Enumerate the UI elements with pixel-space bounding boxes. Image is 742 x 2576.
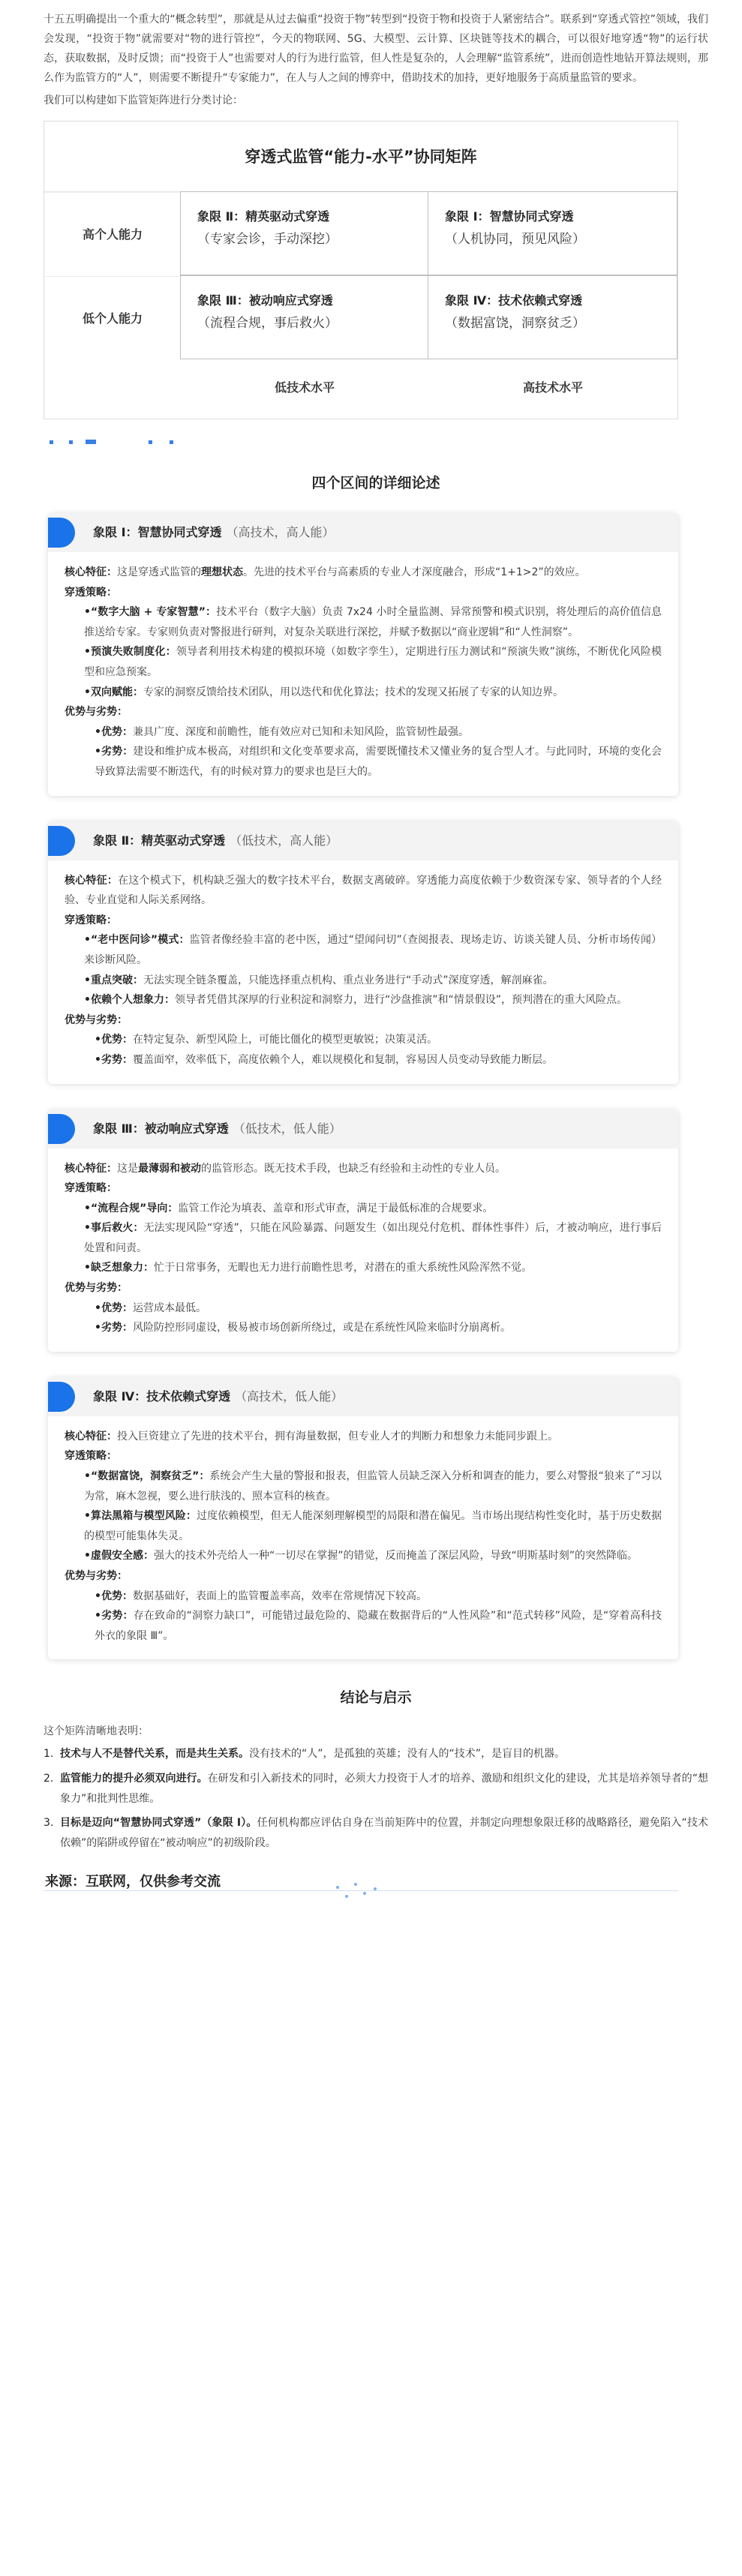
quadrant-1-tag: （人机协同，预见风险） xyxy=(445,231,585,247)
conclusion-item-content xyxy=(60,1813,708,1853)
conclusion-intro: 这个矩阵清晰地表明： xyxy=(44,1725,149,1737)
strategy-item-text: 无法实现风险“穿透”，只能在风险暴露、问题发生（如出现兑付危机、群体性事件）后，才被动响应，进行事后处置和问责。 xyxy=(84,1222,662,1254)
advantage-item xyxy=(65,1030,662,1050)
disadvantage-item xyxy=(65,1606,662,1646)
core-emphasis: 理想状态 xyxy=(201,566,243,579)
core-text: 这是 xyxy=(117,1162,138,1175)
advantage-item xyxy=(65,1587,662,1607)
quadrant-4-name: 象限 Ⅳ：技术依赖式穿透 xyxy=(445,293,583,308)
card-body xyxy=(48,1148,678,1352)
advantage-label: •优势： xyxy=(95,725,133,738)
strategy-item-text: 忙于日常事务，无暇也无力进行前瞻性思考，对潜在的重大系统性风险浑然不觉。 xyxy=(153,1262,532,1274)
strategy-item xyxy=(65,1506,662,1546)
strategy-item-label: •依赖个人想象力： xyxy=(84,994,175,1007)
strategy-item-text: 领导者凭借其深厚的行业积淀和洞察力，进行“沙盘推演”和“情景假设”，预判潜在的重大风险点。 xyxy=(174,994,627,1007)
strategy-item xyxy=(65,602,662,642)
advantage-text: 数据基础好，表面上的监管覆盖率高，效率在常规情况下较高。 xyxy=(132,1590,427,1602)
disadvantage-text: 建设和维护成本极高，对组织和文化变革要求高，需要既懂技术又懂业务的复合型人才。与此同时，环境的变化会导致算法需要不断迭代，有的时候对算力的要求也是巨大的。 xyxy=(95,746,662,778)
strategy-item-text: 监管工作沦为填表、盖章和形式审查，满足于最低标准的合规要求。 xyxy=(178,1202,494,1214)
conclusion-item-bold: 技术与人不是替代关系，而是共生关系。 xyxy=(60,1748,249,1761)
strategy-heading: 穿透策略： xyxy=(65,586,117,599)
core-text-end: 的监管形态。既无技术手段，也缺乏有经验和主动性的专业人员。 xyxy=(201,1162,506,1175)
strategy-item-text: 技术平台（数字大脑）负责 7x24 小时全量监测、异常预警和模式识别，将处理后的高价值信息推送给专家。专家则负责对警报进行研判，对复杂关联进行深挖，并赋予数据以“商业逻辑”和“人性洞察”。 xyxy=(84,606,662,638)
card-header xyxy=(48,1377,678,1416)
quadrant-3-cell xyxy=(180,275,428,359)
intro-paragraph: 十五五明确提出一个重大的“概念转型”，那就是从过去偏重“投资于物”转型到“投资于物和投资于人紧密结合”。联系到“穿透式管控”领域，我们会发现，“投资于物”就需要对“物的进行管控”，今天的物联网、5G、大模型、云计算、区块链等技术的耦合，可以很好地穿透“物”的运行状态，获取数据，及时反馈；而“投资于人”也需要对人的行为进行监管，但人性是复杂的，人会理解“监管系统”，进而创造性地钻开算法规则，那么作为监管方的“人”，则需要不断提升“专家能力”，在人与人之间的博弈中，借助技术的加持，更好地服务于高质量监管的要求。 xyxy=(44,14,708,84)
advantage-text: 在特定复杂、新型风险上，可能比僵化的模型更敏锐；决策灵活。 xyxy=(132,1034,437,1046)
core-feature xyxy=(65,1159,662,1179)
strategy-item-label: •双向赋能： xyxy=(84,686,143,698)
disadvantage-label: •劣势： xyxy=(95,1053,133,1066)
strategy-item xyxy=(65,683,662,703)
core-label: 核心特征： xyxy=(65,874,119,887)
strategy-item xyxy=(65,1546,662,1566)
advantage-text: 兼具广度、深度和前瞻性，能有效应对已知和未知风险，监管韧性最强。 xyxy=(132,725,469,738)
advantage-label: •优势： xyxy=(95,1590,133,1602)
conclusion-item-number: 2. xyxy=(44,1773,54,1785)
divider-bar xyxy=(86,440,96,444)
strategy-item-label: •缺乏想象力： xyxy=(84,1262,154,1274)
card-title: 象限 Ⅳ：技术依赖式穿透 xyxy=(93,1389,231,1404)
strategy-item-label: •“老中医问诊”模式： xyxy=(84,934,190,947)
core-text: 在这个模式下，机构缺乏强大的数字技术平台，数据支离破碎。穿透能力高度依赖于少数资深专家、领导者的个人经验、专业直觉和人际关系网络。 xyxy=(65,874,662,907)
conclusion-item xyxy=(44,1813,708,1853)
quadrant-2-name: 象限 Ⅱ：精英驱动式穿透 xyxy=(197,209,330,224)
strategy-item xyxy=(65,1199,662,1219)
divider-dot xyxy=(170,440,173,444)
pros-cons-heading: 优势与劣势： xyxy=(65,1013,128,1026)
strategy-item-text: 领导者利用技术构建的模拟环境（如数字孪生），定期进行压力测试和“预演失败”演练，不断优化风险模型和应急预案。 xyxy=(84,646,662,678)
sparkle-dot xyxy=(354,1883,357,1886)
strategy-item xyxy=(65,1218,662,1258)
card-accent-tab xyxy=(48,826,75,856)
strategy-item-label: •“数字大脑 + 专家智慧”： xyxy=(84,606,217,619)
core-text: 这是穿透式监管的 xyxy=(117,566,201,579)
intro-lead: 我们可以构建如下监管矩阵进行分类讨论： xyxy=(44,94,243,107)
disadvantage-text: 存在致命的“洞察力缺口”，可能错过最危险的、隐藏在数据背后的“人性风险”和“范式转移”风险，是“穿着高科技外衣的象限 Ⅲ”。 xyxy=(95,1610,662,1642)
strategy-item-label: •“数据富饶，洞察贫乏”： xyxy=(84,1470,210,1483)
card-header xyxy=(48,821,678,860)
conclusion-item-bold: 监管能力的提升必须双向进行。 xyxy=(60,1773,208,1785)
row-label-low: 低个人能力 xyxy=(44,276,181,360)
advantage-item xyxy=(65,722,662,743)
card-accent-tab xyxy=(48,1382,75,1412)
divider-dot xyxy=(50,440,53,444)
strategy-item-text: 专家的洞察反馈给技术团队，用以迭代和优化算法；技术的发现又拓展了专家的认知边界。 xyxy=(143,686,563,698)
strategy-item-label: •算法黑箱与模型风险： xyxy=(84,1510,197,1523)
strategy-item-text: 系统会产生大量的警报和报表，但监管人员缺乏深入分析和调查的能力，要么对警报“狼来了”习以为常，麻木忽视，要么进行肤浅的、照本宣科的核查。 xyxy=(84,1470,662,1503)
matrix-corner xyxy=(44,360,181,419)
core-feature xyxy=(65,563,662,583)
strategy-item xyxy=(65,1258,662,1278)
core-label: 核心特征： xyxy=(65,566,117,579)
card-body xyxy=(48,860,678,1084)
pros-cons-heading: 优势与劣势： xyxy=(65,706,128,719)
card-accent-tab xyxy=(48,1114,75,1144)
quadrant-4-cell xyxy=(428,275,677,359)
intro xyxy=(44,11,708,110)
footer-divider xyxy=(44,1890,678,1891)
strategy-item-label: •事后救火： xyxy=(84,1222,144,1235)
col-label-low: 低技术水平 xyxy=(274,380,335,395)
conclusion-item-bold: 目标是迈向“智慧协同式穿透”（象限 Ⅰ）。 xyxy=(60,1817,257,1830)
quadrant-cards xyxy=(44,513,708,1659)
strategy-item-text: 过度依赖模型，但无人能深刻理解模型的局限和潜在偏见。当市场出现结构性变化时，基于历史数据的模型可能集体失灵。 xyxy=(84,1510,662,1542)
card-title: 象限 Ⅲ：被动响应式穿透 xyxy=(93,1121,229,1136)
strategy-heading: 穿透策略： xyxy=(65,914,117,926)
conclusion-item-number: 1. xyxy=(44,1748,54,1761)
card-title: 象限 Ⅰ：智慧协同式穿透 xyxy=(93,525,222,540)
strategy-item xyxy=(65,930,662,970)
core-label: 核心特征： xyxy=(65,1430,117,1443)
card-header xyxy=(48,513,678,552)
card-header xyxy=(48,1109,678,1148)
advantage-label: •优势： xyxy=(95,1034,133,1046)
footer xyxy=(44,1865,708,1907)
strategy-item-text: 监管者像经验丰富的老中医，通过“望闻问切”（查阅报表、现场走访、访谈关键人员、分析市场传闻）来诊断风险。 xyxy=(84,934,662,966)
pros-cons-heading: 优势与劣势： xyxy=(65,1570,128,1582)
quadrant-3-tag: （流程合规，事后救火） xyxy=(197,315,338,331)
row-label-high: 高个人能力 xyxy=(44,192,181,276)
divider-dot xyxy=(69,440,73,444)
conclusion-item-content xyxy=(60,1769,708,1809)
disadvantage-item xyxy=(65,1050,662,1070)
conclusion xyxy=(44,1685,708,1853)
advantage-item xyxy=(65,1299,662,1319)
conclusion-item-number: 3. xyxy=(44,1817,54,1830)
strategy-item-text: 无法实现全链条覆盖，只能选择重点机构、重点业务进行“手动式”深度穿透，解剖麻雀。 xyxy=(143,974,554,986)
quadrant-4-tag: （数据富饶，洞察贫乏） xyxy=(445,315,585,331)
capability-matrix xyxy=(44,121,678,419)
strategy-item xyxy=(65,1467,662,1506)
matrix-grid xyxy=(44,192,677,419)
quadrant-1-name: 象限 Ⅰ：智慧协同式穿透 xyxy=(445,209,574,224)
disadvantage-item xyxy=(65,1318,662,1338)
disadvantage-text: 风险防控形同虚设，极易被市场创新所绕过，或是在系统性风险来临时分崩离析。 xyxy=(132,1322,511,1335)
core-emphasis: 最薄弱和被动 xyxy=(138,1162,201,1175)
section-title: 四个区间的详细论述 xyxy=(311,474,440,491)
conclusion-item xyxy=(44,1769,708,1809)
card-title: 象限 Ⅱ：精英驱动式穿透 xyxy=(93,833,226,848)
strategy-heading: 穿透策略： xyxy=(65,1182,117,1195)
conclusion-title: 结论与启示 xyxy=(340,1689,412,1707)
disadvantage-item xyxy=(65,742,662,782)
disadvantage-text: 覆盖面窄，效率低下，高度依赖个人，难以规模化和复制，容易因人员变动导致能力断层。 xyxy=(132,1053,553,1066)
source-note: 来源：互联网，仅供参考交流 xyxy=(45,1874,221,1890)
quadrant-3-name: 象限 Ⅲ：被动响应式穿透 xyxy=(197,293,333,308)
disadvantage-label: •劣势： xyxy=(95,1322,133,1335)
conclusion-item-text: 任何机构都应评估自身在当前矩阵中的位置，并制定向理想象限迁移的战略路径，避免陷入“技术依赖”的陷阱或停留在“被动响应”的初级阶段。 xyxy=(60,1817,708,1849)
core-text-end: 。先进的技术平台与高素质的专业人才深度融合，形成“1+1>2”的效应。 xyxy=(243,566,586,579)
quadrant-1-cell xyxy=(428,191,677,275)
advantage-text: 运营成本最低。 xyxy=(132,1302,206,1314)
strategy-item-label: •重点突破： xyxy=(84,974,143,986)
divider-dot xyxy=(149,440,152,444)
core-text: 投入巨资建立了先进的技术平台，拥有海量数据，但专业人才的判断力和想象力未能同步跟上。 xyxy=(117,1430,558,1443)
quadrant-card xyxy=(48,513,678,796)
divider-dots xyxy=(44,427,708,457)
card-subtitle: （低技术，高人能） xyxy=(230,833,338,848)
disadvantage-label: •劣势： xyxy=(95,1610,134,1623)
strategy-item-text: 强大的技术外壳给人一种“一切尽在掌握”的错觉，反而掩盖了深层风险，导致“明斯基时刻”的突然降临。 xyxy=(153,1550,638,1563)
conclusion-item-content xyxy=(60,1744,565,1764)
card-subtitle: （高技术，低人能） xyxy=(235,1389,344,1404)
matrix-title: 穿透式监管“能力-水平”协同矩阵 xyxy=(44,122,677,192)
disadvantage-label: •劣势： xyxy=(95,746,134,758)
sparkle-dot xyxy=(363,1892,366,1895)
quadrant-card xyxy=(48,1109,678,1352)
sparkle-dot xyxy=(336,1886,339,1889)
quadrant-2-tag: （专家会诊，手动深挖） xyxy=(197,231,338,247)
sparkle-dot xyxy=(345,1895,348,1898)
pros-cons-heading: 优势与劣势： xyxy=(65,1282,128,1295)
strategy-item-label: •“流程合规”导向： xyxy=(84,1202,179,1214)
conclusion-item-text: 在研发和引入新技术的同时，必须大力投资于人才的培养、激励和组织文化的建设，尤其是培养领导者的“想象力”和批判性思维。 xyxy=(60,1773,708,1805)
card-body xyxy=(48,552,678,796)
strategy-item-label: •虚假安全感： xyxy=(84,1550,154,1563)
strategy-item xyxy=(65,642,662,682)
quadrant-2-cell xyxy=(180,191,428,275)
strategy-item xyxy=(65,990,662,1010)
quadrant-card xyxy=(48,821,678,1084)
conclusion-item xyxy=(44,1744,708,1764)
strategy-heading: 穿透策略： xyxy=(65,1450,117,1463)
col-label-high: 高技术水平 xyxy=(522,380,583,395)
conclusion-item-text: 没有技术的“人”，是孤独的英雄；没有人的“技术”，是盲目的机器。 xyxy=(249,1748,566,1761)
quadrant-card xyxy=(48,1377,678,1660)
card-accent-tab xyxy=(48,518,75,548)
advantage-label: •优势： xyxy=(95,1302,133,1314)
strategy-item-label: •预演失败制度化： xyxy=(84,646,176,659)
strategy-item xyxy=(65,971,662,991)
conclusion-list xyxy=(44,1744,708,1853)
card-subtitle: （高技术，高人能） xyxy=(226,525,335,540)
card-subtitle: （低技术，低人能） xyxy=(233,1121,341,1136)
core-label: 核心特征： xyxy=(65,1162,117,1175)
core-feature xyxy=(65,871,662,911)
core-feature xyxy=(65,1427,662,1447)
card-body xyxy=(48,1416,678,1660)
